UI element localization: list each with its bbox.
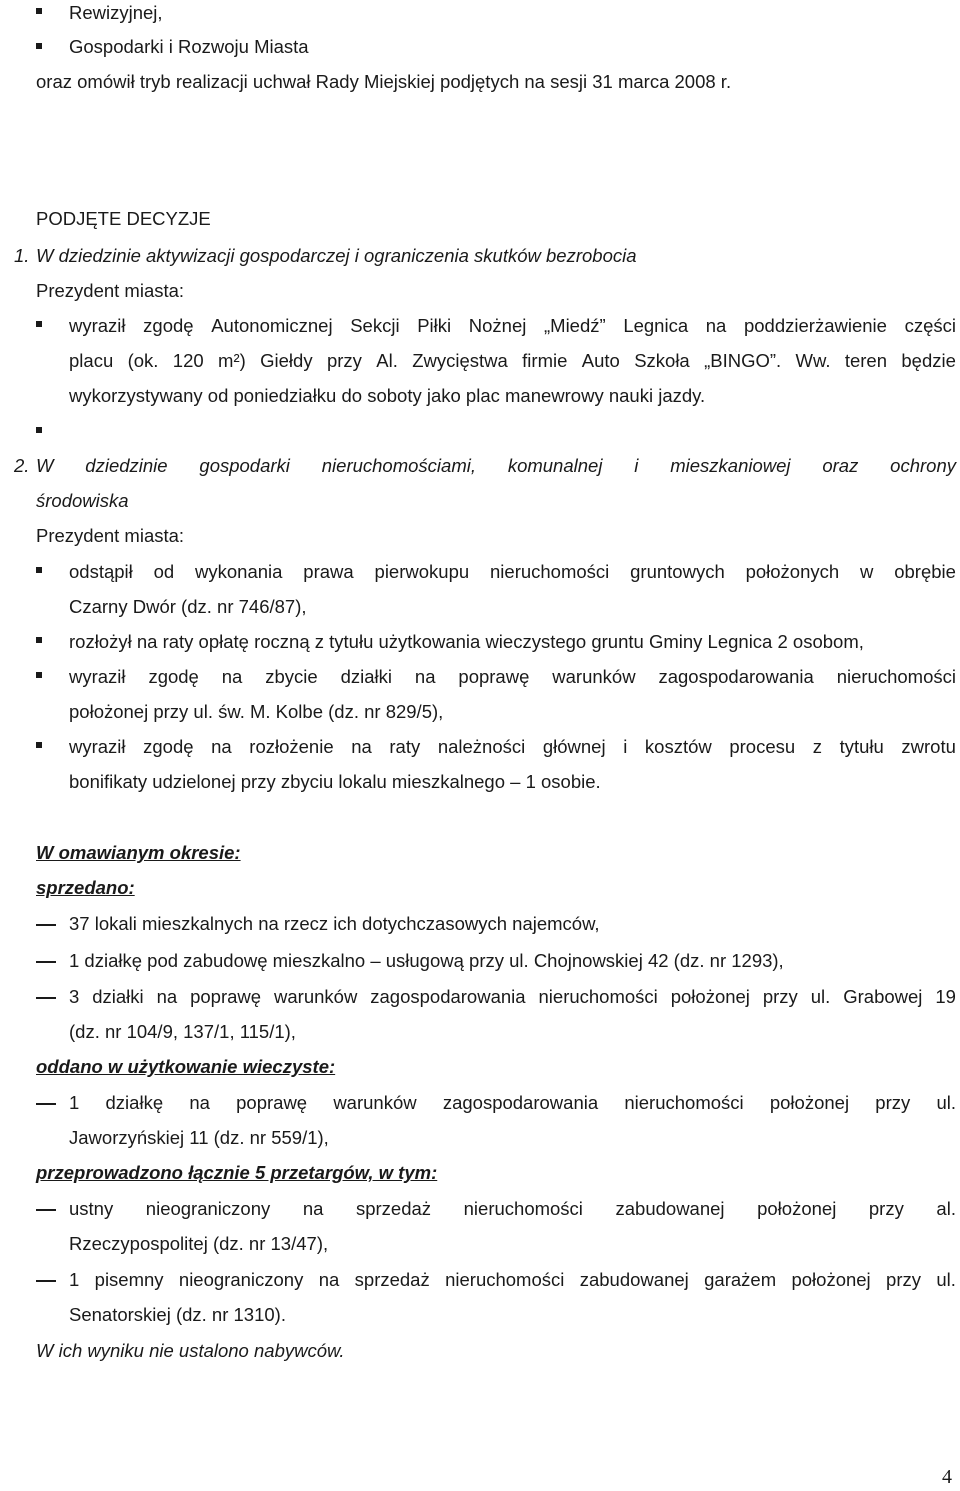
word: na [705,315,727,336]
word: zgodę [143,315,194,336]
word: (ok. [127,350,159,371]
word: wyraził [69,315,126,336]
word: ustny [69,1198,114,1219]
list-item-line [69,1092,956,1114]
section-title [36,455,956,477]
word: sprzedaż [354,1269,430,1290]
word: 1 [69,1269,80,1290]
word: nieograniczony [178,1269,304,1290]
word: m²) [218,350,246,371]
list-item-line: Rzeczypospolitej (dz. nr 13/47), [69,1233,329,1254]
word: poprawę [458,666,530,687]
list-item-line [69,315,956,337]
word: Ww. [795,350,831,371]
bullet-icon [36,321,42,327]
word: mieszkaniowej [670,455,791,476]
word: zbycie [265,666,318,687]
word: Legnica [623,315,689,336]
list-item-line: wykorzystywany od poniedziałku do soboty jako plac manewrowy nauki jazdy. [69,385,706,406]
word: al. [936,1198,956,1219]
word: pierwokupu [374,561,470,582]
bullet-icon [36,567,42,573]
word: głównej [542,736,606,757]
list-item-line [69,561,956,583]
word: rozłożenie [249,736,334,757]
word: Sekcji [350,315,400,336]
word: położonej [769,1092,850,1113]
section-number: 2. [14,455,30,476]
subheading: przeprowadzono łącznie 5 przetargów, w tym: [36,1162,438,1183]
word: na [414,666,436,687]
word: warunków [333,1092,417,1113]
section-title: środowiska [36,490,129,511]
word: ul. [810,986,831,1007]
word: przy [886,1269,921,1290]
word: kosztów [644,736,712,757]
word: na [221,666,243,687]
word: poprawę [190,986,262,1007]
word: W [36,455,54,476]
list-item-line [69,1198,956,1220]
word: „Miedź” [544,315,606,336]
word: prawa [303,561,354,582]
word: poprawę [236,1092,308,1113]
word: warunków [274,986,358,1007]
word: wyraził [69,666,126,687]
word: pisemny [94,1269,164,1290]
list-item-line [69,986,956,1008]
list-item-line: rozłożył na raty opłatę roczną z tytułu użytkowania wieczystego gruntu Gminy Legnica 2 osobom, [69,631,864,652]
dash-icon [36,1103,56,1105]
word: ochrony [890,455,956,476]
word: przy [326,350,362,371]
subheading: Prezydent miasta: [36,525,185,546]
list-item-line: bonifikaty udzielonej przy zbyciu lokalu mieszkalnego – 1 osobie. [69,771,601,792]
word: Piłki [417,315,452,336]
list-item-line [69,1269,956,1291]
list-item: Gospodarki i Rozwoju Miasta [69,36,309,57]
word: zagospodarowania [658,666,814,687]
result-note: W ich wyniku nie ustalono nabywców. [36,1340,345,1361]
word: tytułu [839,736,884,757]
word: będzie [901,350,956,371]
word: placu [69,350,114,371]
word: Nożnej [468,315,527,336]
word: z [812,736,822,757]
word: „BINGO”. [704,350,782,371]
list-item-line [69,736,956,758]
bullet-icon [36,742,42,748]
dash-icon [36,1209,56,1211]
word: nieruchomości [836,666,956,687]
list-item-line: (dz. nr 104/9, 137/1, 115/1), [69,1021,296,1042]
page-number: 4 [942,1466,952,1488]
word: odstąpił [69,561,133,582]
subheading: oddano w użytkowanie wieczyste: [36,1056,336,1077]
list-item-line: Jaworzyńskiej 11 (dz. nr 559/1), [69,1127,329,1148]
word: poddzierżawienie [743,315,887,336]
word: wyraził [69,736,126,757]
word: nieruchomości [538,986,658,1007]
word: i [623,736,628,757]
word: 19 [935,986,956,1007]
word: zagospodarowania [442,1092,599,1113]
list-item-line [69,350,956,372]
word: 1 [69,1092,80,1113]
word: Al. [376,350,398,371]
word: przy [868,1198,904,1219]
word: firmie [522,350,568,371]
section-heading: W omawianym okresie: [36,842,241,863]
word: położonej [757,1198,837,1219]
subheading: sprzedano: [36,877,135,898]
word: położonych [745,561,840,582]
dash-icon [36,1280,56,1282]
word: warunków [552,666,636,687]
word: Autonomicznej [211,315,333,336]
word: oraz [822,455,859,476]
word: Szkoła [634,350,690,371]
word: działkę [105,1092,164,1113]
list-item-line: 1 działkę pod zabudowę mieszkalno – usługową przy ul. Chojnowskiej 42 (dz. nr 1293), [69,950,784,971]
word: na [302,1198,324,1219]
word: dziedzinie [85,455,168,476]
paragraph: oraz omówił tryb realizacji uchwał Rady Miejskiej podjętych na sesji 31 marca 2008 r. [36,71,732,92]
word: na [156,986,178,1007]
word: Auto [581,350,620,371]
word: procesu [729,736,796,757]
word: nieruchomości [445,1269,565,1290]
dash-icon [36,961,56,963]
word: Grabowej [843,986,923,1007]
subheading: Prezydent miasta: [36,280,185,301]
dash-icon [36,997,56,999]
word: zgodę [143,736,194,757]
word: na [211,736,232,757]
word: wykonania [195,561,283,582]
bullet-icon [36,637,42,643]
word: komunalnej [507,455,603,476]
word: Giełdy [260,350,313,371]
dash-icon [36,924,56,926]
word: obrębie [894,561,956,582]
word: ul. [936,1269,956,1290]
word: gospodarki [199,455,290,476]
word: od [153,561,175,582]
word: należności [437,736,526,757]
list-item: Rewizyjnej, [69,2,163,23]
word: położonej [670,986,750,1007]
word: garażem [704,1269,777,1290]
word: zgodę [148,666,199,687]
bullet-icon [36,43,42,49]
word: Zwycięstwa [412,350,508,371]
word: nieruchomości [490,561,610,582]
word: działki [92,986,144,1007]
word: na [318,1269,340,1290]
word: na [351,736,372,757]
word: zabudowanej [615,1198,725,1219]
list-item-line: 37 lokali mieszkalnych na rzecz ich dotychczasowych najemców, [69,913,600,934]
word: nieruchomościami, [321,455,476,476]
word: nieruchomości [463,1198,583,1219]
bullet-icon [36,8,42,14]
word: zagospodarowania [370,986,526,1007]
bullet-icon [36,672,42,678]
word: i [634,455,639,476]
word: na [189,1092,210,1113]
word: ul. [936,1092,956,1113]
word: raty [389,736,421,757]
word: części [904,315,956,336]
section-title: W dziedzinie aktywizacji gospodarczej i ograniczenia skutków bezrobocia [36,245,637,266]
section-number: 1. [14,245,30,266]
word: zwrotu [901,736,956,757]
word: w [860,561,874,582]
list-item-line [69,666,956,688]
list-item-line: Senatorskiej (dz. nr 1310). [69,1304,286,1325]
word: 3 [69,986,80,1007]
word: przy [875,1092,911,1113]
word: nieograniczony [145,1198,271,1219]
word: położonej [791,1269,871,1290]
word: zabudowanej [579,1269,689,1290]
word: 120 [172,350,204,371]
word: teren [844,350,888,371]
word: nieruchomości [624,1092,744,1113]
list-item-line: położonej przy ul. św. M. Kolbe (dz. nr 829/5), [69,701,444,722]
section-heading: PODJĘTE DECYZJE [36,208,211,229]
list-item-line: Czarny Dwór (dz. nr 746/87), [69,596,307,617]
word: sprzedaż [355,1198,432,1219]
word: gruntowych [630,561,725,582]
word: działki [340,666,393,687]
bullet-icon [36,427,42,433]
word: przy [762,986,798,1007]
